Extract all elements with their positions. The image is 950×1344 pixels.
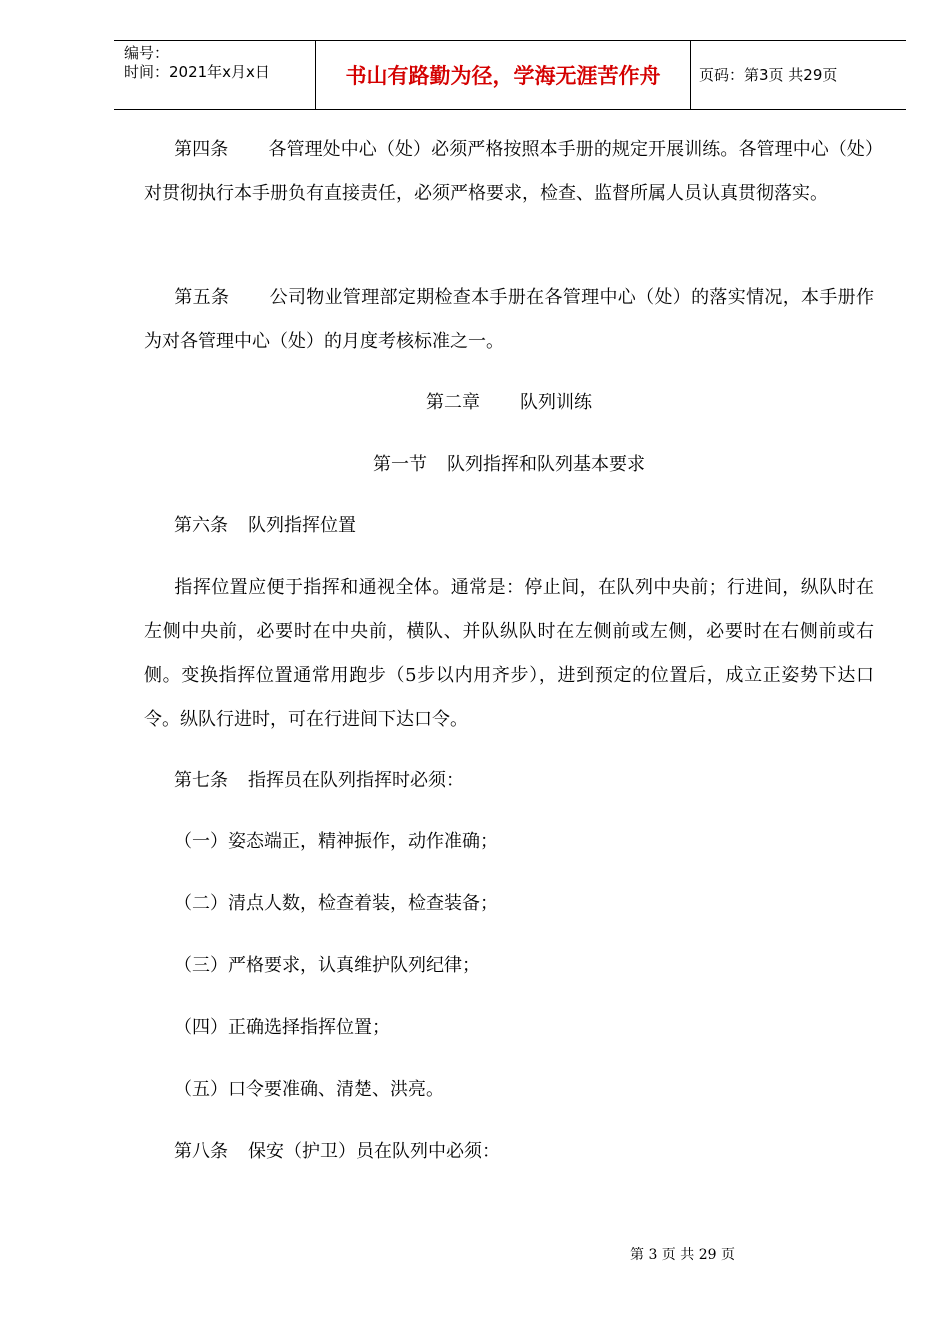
- list-item-2: （二）清点人数，检查着装，检查装备；: [174, 893, 498, 914]
- list-item-4: （四）正确选择指挥位置；: [174, 1017, 390, 1038]
- section-heading: [144, 453, 874, 477]
- article-6: [144, 504, 874, 548]
- header-motto-cell: [315, 41, 691, 109]
- article-6-title: 第六条: [174, 515, 228, 536]
- article-8: [144, 1130, 874, 1174]
- list-item-5: （五）口令要准确、清楚、洪亮。: [174, 1079, 444, 1100]
- article-4-title: 第四条: [174, 139, 229, 160]
- article-8-text: 保安（护卫）员在队列中必须：: [248, 1141, 500, 1162]
- header-meta-cell: [114, 41, 315, 109]
- list-item-3: （三）严格要求，认真维护队列纪律；: [174, 955, 480, 976]
- article-7: [144, 759, 874, 803]
- article-8-title: 第八条: [174, 1141, 228, 1162]
- article-6-body-text: 指挥位置应便于指挥和通视全体。通常是：停止间，在队列中央前；行进间，纵队时在左侧中央前，必要时在中央前，横队、并队纵队时在左侧前或左侧，必要时在右侧前或右侧。变换指挥位置通常用跑步（5步以内用齐步），进到预定的位置后，成立正姿势下达口令。纵队行进时，可在行进间下达口令。: [144, 577, 874, 730]
- document-number-label: 编号：: [124, 44, 170, 62]
- chapter-title: 队列训练: [520, 392, 592, 413]
- article-4-text: 各管理处中心（处）必须严格按照本手册的规定开展训练。各管理中心（处）对贯彻执行本手册负有直接责任，必须严格要求，检查、监督所属人员认真贯彻落实。: [144, 139, 875, 204]
- article-4: [144, 128, 874, 216]
- section-number: 第一节: [373, 454, 427, 475]
- chapter-heading: [144, 391, 874, 415]
- chapter-number: 第二章: [426, 392, 480, 413]
- article-5-text: 公司物业管理部定期检查本手册在各管理中心（处）的落实情况，本手册作为对各管理中心（处）的月度考核标准之一。: [144, 287, 875, 352]
- document-time-label: 时间：2021年x月x日: [124, 63, 270, 81]
- article-6-body: [144, 566, 874, 742]
- article-7-text: 指挥员在队列指挥时必须：: [248, 770, 464, 791]
- header-page-cell: [691, 41, 906, 109]
- header-motto: 书山有路勤为径，学海无涯苦作舟: [345, 64, 661, 88]
- article-6-text: 队列指挥位置: [248, 515, 356, 536]
- article-5-title: 第五条: [174, 287, 230, 308]
- page-footer: 第 3 页 共 29 页: [630, 1247, 735, 1263]
- section-title: 队列指挥和队列基本要求: [447, 454, 645, 475]
- header-page-info: 页码：第3页 共29页: [699, 66, 838, 84]
- article-7-title: 第七条: [174, 770, 228, 791]
- list-item-1: （一）姿态端正，精神振作，动作准确；: [174, 831, 498, 852]
- page-header: [114, 40, 906, 110]
- article-5: [144, 276, 874, 364]
